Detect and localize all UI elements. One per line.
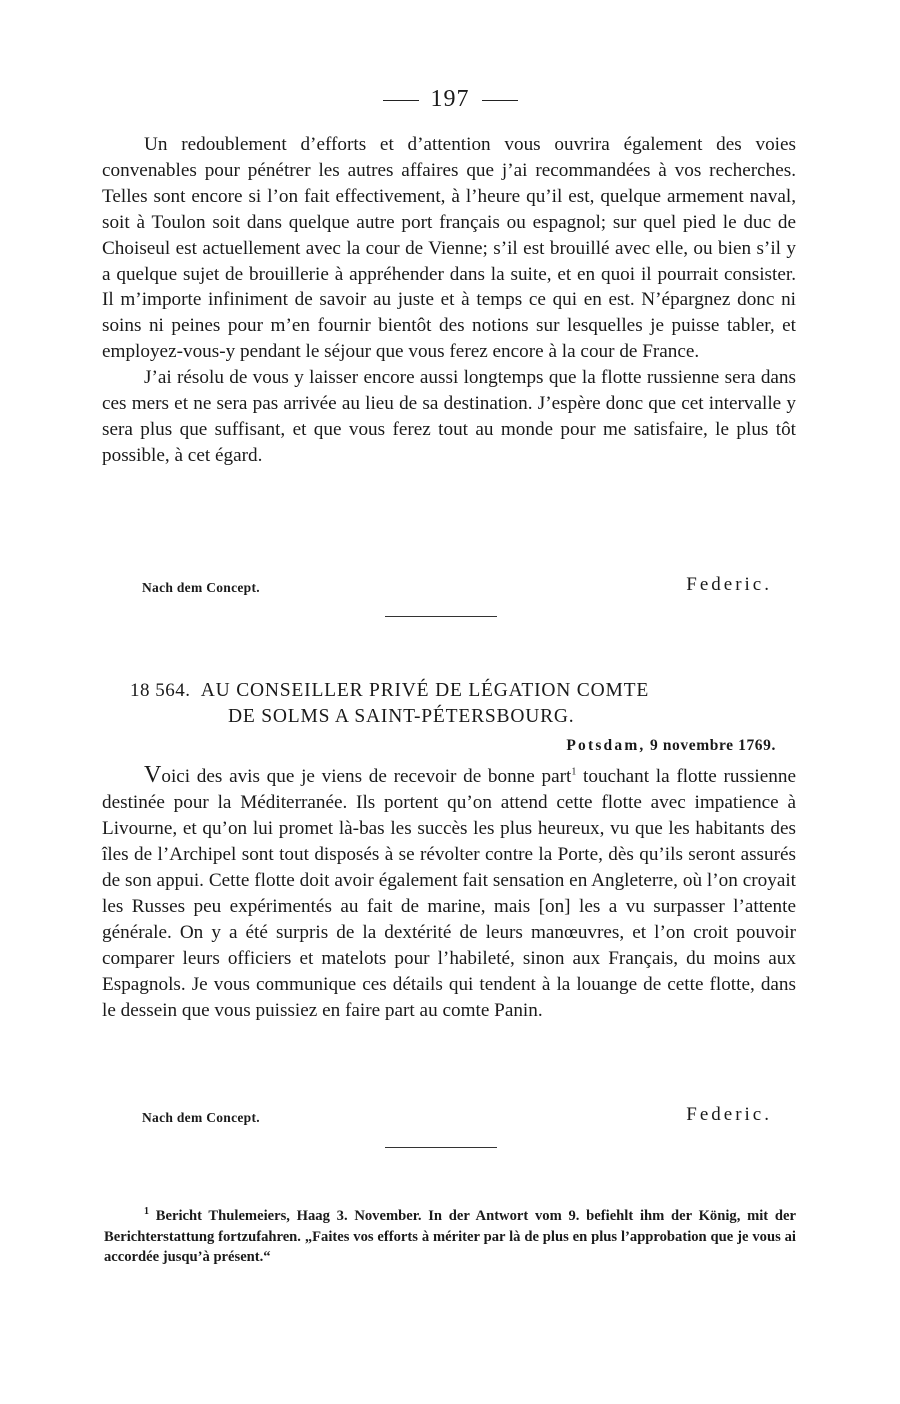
heading-line-2: DE SOLMS A SAINT-PÉTERSBOURG. (228, 706, 575, 727)
source-note: Nach dem Concept. (142, 580, 260, 595)
letter-2-heading (130, 678, 770, 730)
dateline (0, 737, 776, 755)
section-divider (385, 616, 497, 617)
letter-1-body (102, 132, 796, 469)
letter-2-paragraph: Voici des avis que je viens de recevoir de bonne part$^1$ touchant la flotte russienne destinée pour la Méditerranée. Ils portent qu’on attend cette flotte avec impatience à Livourne, et qu’on lui promet là-bas les succès les plus heureux, vu que les habitants des îles de l’Archipel sont tout disposés à se révolter contre la Porte, dès qu’ils seront assurés de son appui. Cette flotte doit avoir également fait sensation en Angleterre, où l’on croyait les Russes peu expérimentés au fait de marine, mais [on] les a vu surpasser l’attente générale. On y a été surpris de la dextérité de leurs manœuvres, et l’on croit pouvoir comparer leurs officiers et matelots pour l’habileté, sinon aux Français, du moins aux Espagnols. Je vous communique ces détails qui tendent à la louange de cette flotte, dans le dessein que vous puissiez en faire part au comte Panin. (102, 762, 796, 1021)
dateline-place: Potsdam, (566, 737, 646, 754)
footnote-text: Bericht Thulemeiers, Haag 3. November. In der Antwort vom 9. befiehlt ihm der König, mit der Berichterstattung fortzufahren. „Faites vos efforts à mériter par là de plus en plus l’approbation que je vous ai accordée jusqu’à présent.“ (104, 1208, 796, 1265)
letter-2-body (102, 762, 796, 1024)
signature: Federic. (686, 574, 772, 595)
footnote-mark: 1 (144, 1206, 149, 1218)
source-note: Nach dem Concept. (142, 1110, 260, 1125)
footnote (104, 1206, 796, 1268)
letter-number: 18 564. (130, 680, 191, 701)
heading-line-1: AU CONSEILLER PRIVÉ DE LÉGATION COMTE (200, 680, 650, 701)
page-number: 197 (0, 86, 900, 113)
initial-letter: V (144, 762, 162, 788)
signature: Federic. (686, 1104, 772, 1125)
page-number-dash-left (383, 100, 419, 101)
letter-1-paragraph-1: Un redoublement d’efforts et d’attention vous ouvrira également des voies convenables pour pénétrer les autres affaires que j’ai recommandées à vos recherches. Telles sont encore si l’on fait effectivement, à l’heure qu’il est, quelque armement naval, soit à Toulon soit dans quelque autre port français ou espagnol; sur quel pied le duc de Choiseul est actuellement avec la cour de Vienne; s’il est brouillé avec elle, ou bien s’il y a quelque sujet de brouillerie à appréhender dans la suite, et en quoi il pourrait consister. Il m’importe infiniment de savoir au juste et à temps ce qui en est. N’épargnez donc ni soins ni peines pour m’en fournir bientôt des notions sur lesquelles je puisse tabler, et employez-vous-y pendant le séjour que vous ferez encore à la cour de France. (102, 134, 796, 363)
footnote-reference: 1 (571, 766, 577, 778)
section-divider (385, 1147, 497, 1148)
letter-2-closing (142, 1100, 772, 1126)
page-number-dash-right (482, 100, 518, 101)
dateline-date: 9 novembre 1769. (650, 737, 776, 754)
letter-1-closing (142, 570, 772, 596)
letter-1-paragraph-2: J’ai résolu de vous y laisser encore aussi longtemps que la flotte russienne sera dans ces mers et ne sera pas arrivée au lieu de sa destination. J’espère donc que cet intervalle y sera plus que suffisant, et que vous ferez tout au monde pour me satisfaire, le plus tôt possible, à cet égard. (102, 367, 796, 466)
